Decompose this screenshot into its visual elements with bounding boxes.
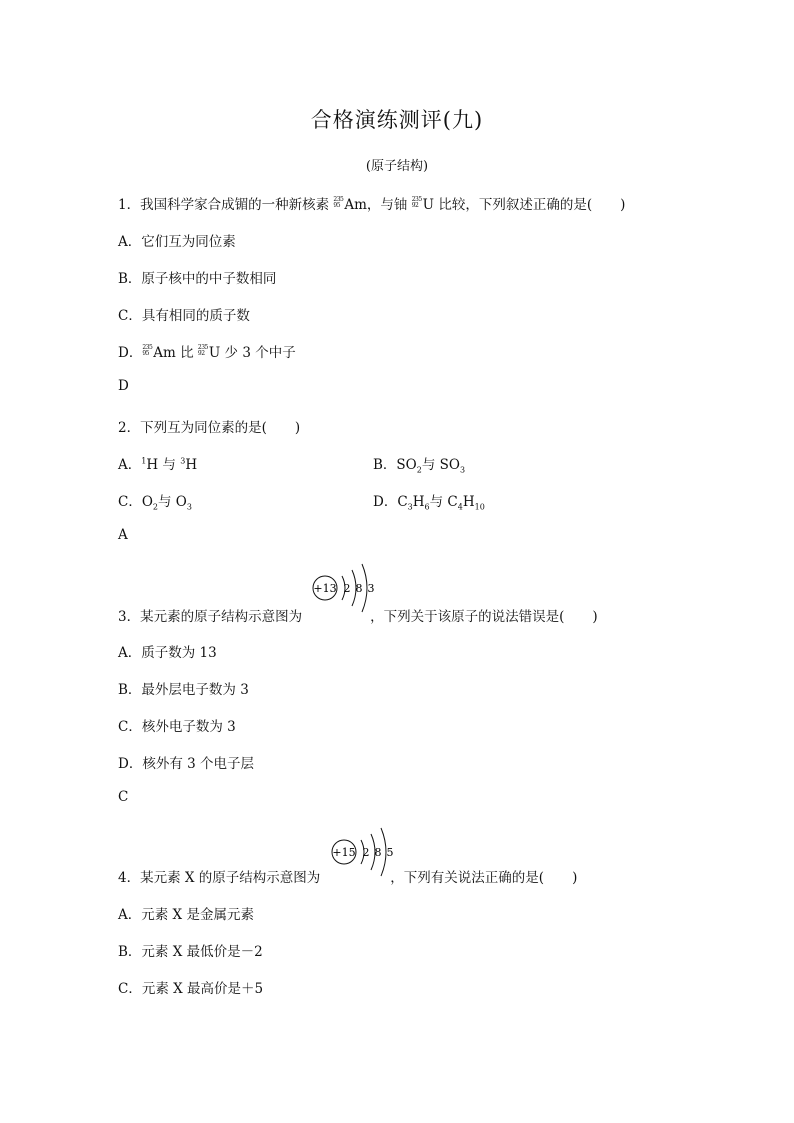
q4-shell-1-count: 2 xyxy=(362,846,370,859)
q3-atomic-structure-diagram xyxy=(308,558,388,618)
q4-shell-arc-3 xyxy=(381,828,386,876)
q1-am-nuclide-label: 235 95 xyxy=(333,196,344,210)
q4-shell-2-count: 8 xyxy=(374,846,382,859)
page-subtitle: (原子结构) xyxy=(365,159,429,174)
q3-shell-3-count: 3 xyxy=(367,582,375,595)
q2-option-a: A．$^1$H 与 $^3$H xyxy=(118,456,198,473)
q4-option-b: B．元素 X 最低价是－2 xyxy=(118,944,263,960)
q3-option-b: B．最外层电子数为 3 xyxy=(118,682,249,698)
q4-atomic-structure-diagram xyxy=(327,822,407,882)
q3-nucleus-charge: +13 xyxy=(313,582,337,595)
q3-shell-1-count: 2 xyxy=(343,582,351,595)
q1-answer: D xyxy=(118,378,129,394)
q3-option-a: A．质子数为 13 xyxy=(118,645,217,661)
q1-stem: 1．我国科学家合成镅的一种新核素 235 95 Am，与铀 235 92 U 比较，下列叙述正确的是( ) xyxy=(118,196,626,213)
q3-option-c: C．核外电子数为 3 xyxy=(118,719,236,735)
q3-shell-arc-3 xyxy=(362,564,367,612)
q3-option-d: D．核外有 3 个电子层 xyxy=(118,756,254,772)
q2-option-b: B．$SO_2$与 $SO_3$ xyxy=(373,457,466,475)
q4-option-c: C．元素 X 最高价是＋5 xyxy=(118,981,264,997)
q4-shell-3-count: 5 xyxy=(386,846,394,859)
q2-option-d: D．$C_3H_6$与 $C_4H_{10}$ xyxy=(373,494,485,512)
q1-u-nuclide-label: 235 92 xyxy=(411,196,422,210)
q1-option-c: C．具有相同的质子数 xyxy=(118,308,250,324)
q3-shell-2-count: 8 xyxy=(355,582,363,595)
q4-nucleus-charge: +15 xyxy=(332,846,356,859)
q1-option-d: D．235 95 Am 比 235 92 U 少 3 个中子 xyxy=(118,344,296,361)
q1-option-b: B．原子核中的中子数相同 xyxy=(118,271,277,287)
q2-answer: A xyxy=(118,527,128,543)
q2-stem: 2．下列互为同位素的是( ) xyxy=(118,420,301,436)
q3-answer: C xyxy=(118,789,129,805)
q4-option-a: A．元素 X 是金属元素 xyxy=(118,907,254,923)
q4-stem: 4．某元素 X 的原子结构示意图为 ，下列有关说法正确的是( ) xyxy=(118,870,578,886)
q2-option-c: C．$O_2$与 $O_3$ xyxy=(118,494,192,512)
page-title: 合格演练测评(九) xyxy=(310,108,484,132)
q1-option-a: A．它们互为同位素 xyxy=(118,234,236,250)
q3-stem: 3．某元素的原子结构示意图为 ，下列关于该原子的说法错误是( ) xyxy=(118,609,598,625)
